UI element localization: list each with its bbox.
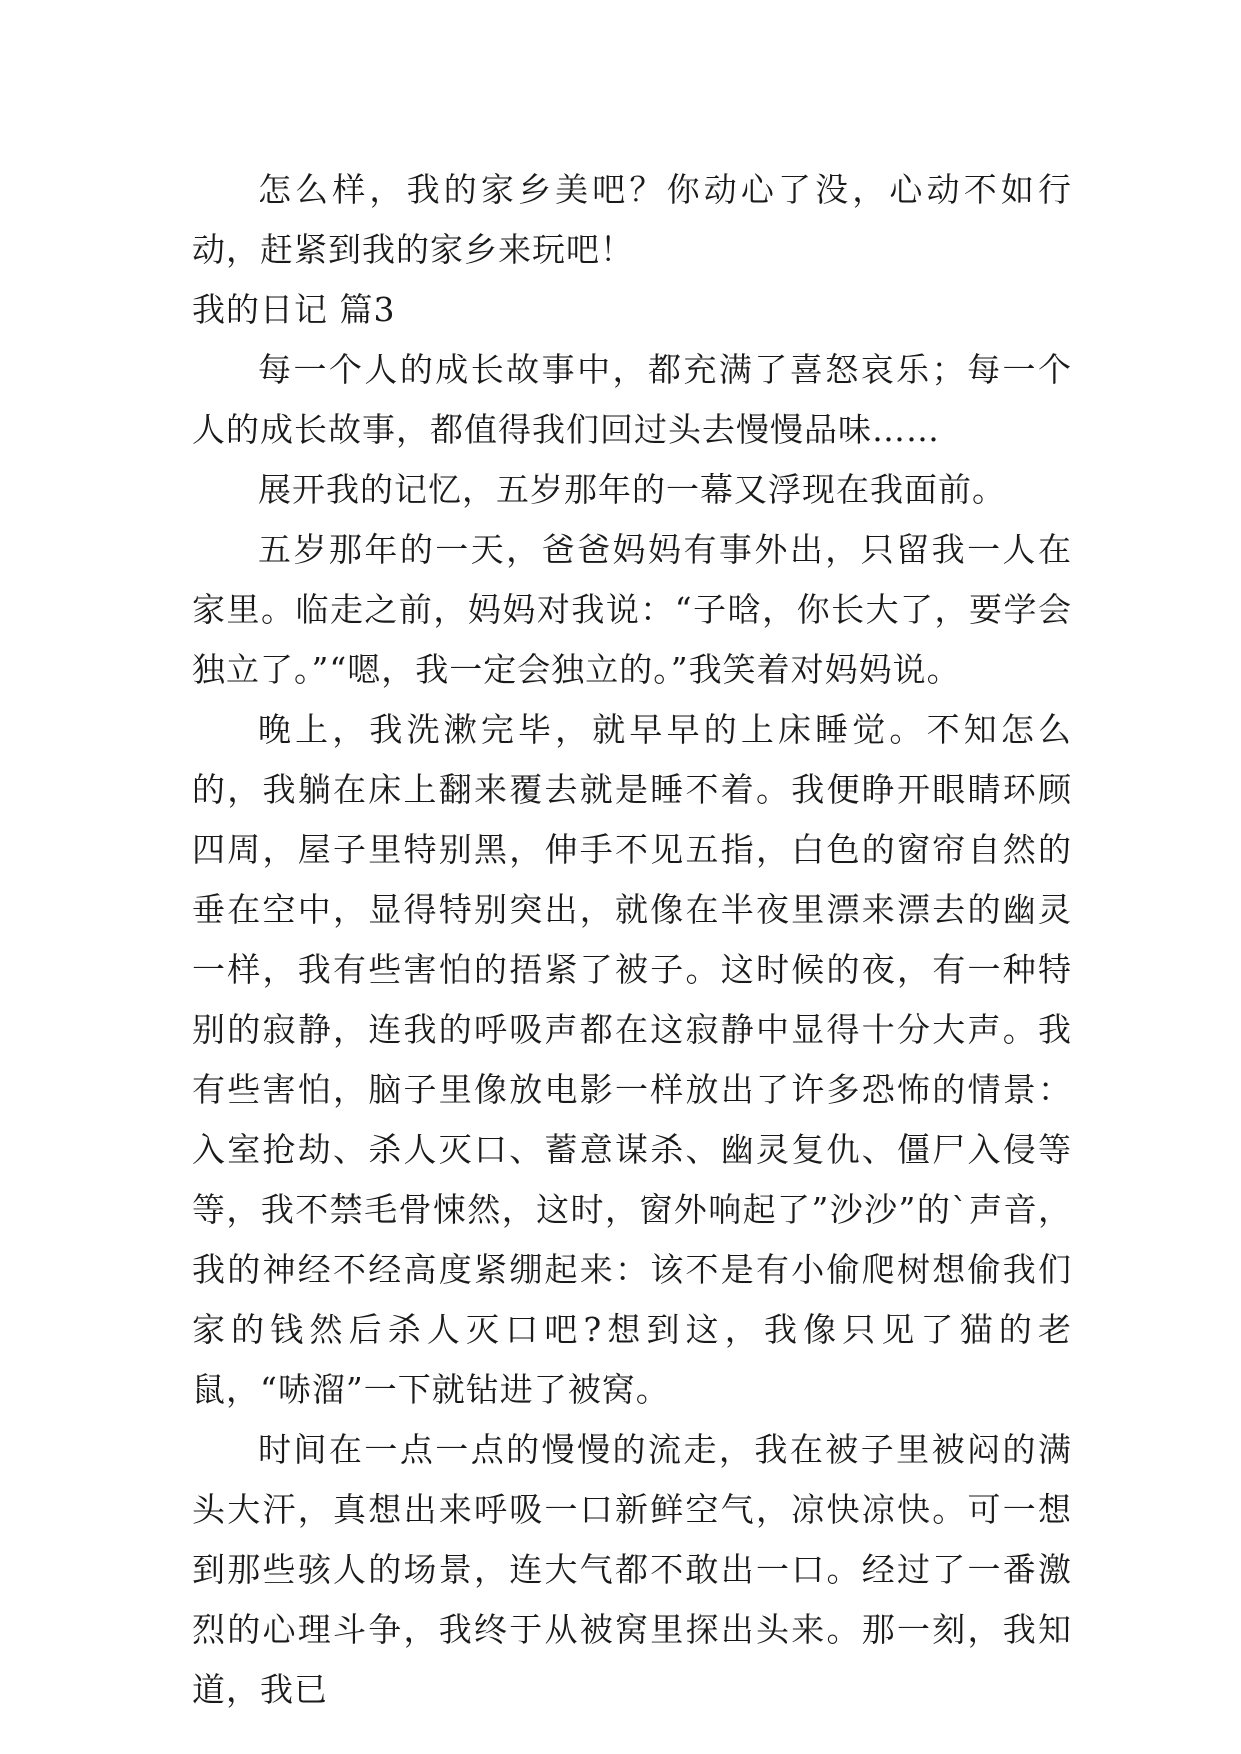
paragraph-closing-hometown: 怎么样，我的家乡美吧？你动心了没，心动不如行动，赶紧到我的家乡来玩吧！ <box>192 170 1072 269</box>
paragraph-night-fear: 晚上，我洗漱完毕，就早早的上床睡觉。不知怎么的，我躺在床上翻来覆去就是睡不着。我便睁开眼睛环顾四周，屋子里特别黑，伸手不见五指，白色的窗帘自然的垂在空中，显得特别突出，就像在半夜里漂来漂去的幽灵一样，我有些害怕的捂紧了被子。这时候的夜，有一种特别的寂静，连我的呼吸声都在这寂静中显得十分大声。我有些害怕，脑子里像放电影一样放出了许多恐怖的情景：入室抢劫、杀人灭口、蓄意谋杀、幽灵复仇、僵尸入侵等等，我不禁毛骨悚然，这时，窗外响起了”沙沙”的`声音，我的神经不经高度紧绷起来：该不是有小偷爬树想偷我们家的钱然后杀人灭口吧?想到这，我像只见了猫的老鼠，“哧溜”一下就钻进了被窝。 <box>192 710 1072 1409</box>
paragraph-parents-out: 五岁那年的一天，爸爸妈妈有事外出，只留我一人在家里。临走之前，妈妈对我说：“子晗，你长大了，要学会独立了。”“嗯，我一定会独立的。”我笑着对妈妈说。 <box>192 530 1072 689</box>
paragraph-memory: 展开我的记忆，五岁那年的一幕又浮现在我面前。 <box>258 470 1006 509</box>
document-body <box>192 160 1072 1720</box>
paragraph-time-passing: 时间在一点一点的慢慢的流走，我在被子里被闷的满头大汗，真想出来呼吸一口新鲜空气，凉快凉快。可一想到那些骇人的场景，连大气都不敢出一口。经过了一番激烈的心理斗争，我终于从被窝里探出头来。那一刻，我知道，我已 <box>192 1430 1072 1709</box>
paragraph-growth-story: 每一个人的成长故事中，都充满了喜怒哀乐；每一个人的成长故事，都值得我们回过头去慢慢品味…… <box>192 350 1072 449</box>
section-heading: 我的日记 篇3 <box>192 290 396 329</box>
